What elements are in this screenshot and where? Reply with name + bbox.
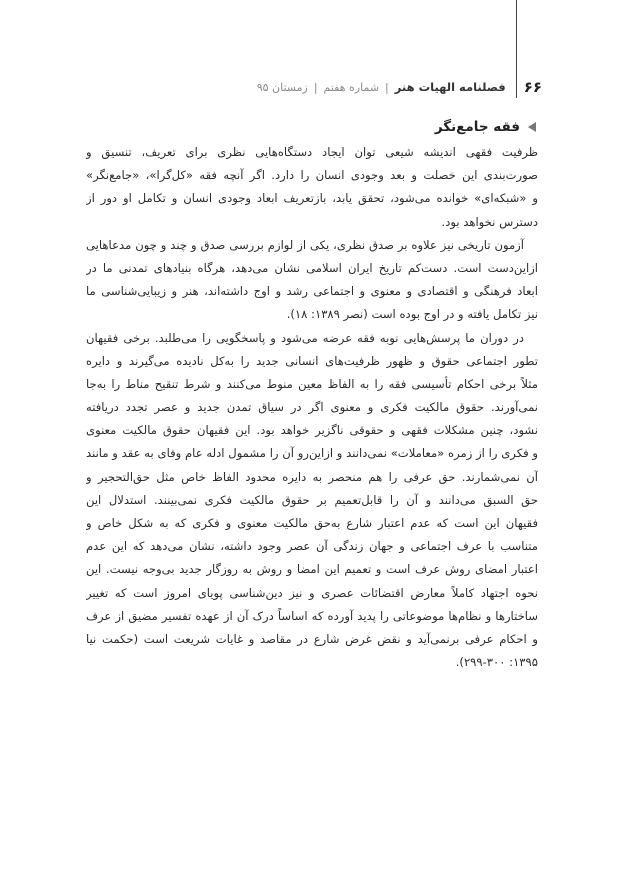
text-line: مثلاً برخی احکام تأسیسی فقه را به الفاظ معین منوط می‌کنند و شرط تنقیح مناط را به‌جا [86,376,538,391]
text-line: ساختارها و نظام‌ها موضوعاتی را پدید آورده که اساساً درک آن از عهده تفسیر مضیق از عرف [86,608,538,623]
text-line: ازاین‌دست است. دست‌کم تاریخ ایران اسلامی نشان می‌دهد، هرگاه بنیادهای تمدنی ما در [86,260,538,275]
text-line: و فکری را از زمره «معاملات» نمی‌دانند و ازاین‌رو آن را مشمول ادله عام وفای به عقد و مانند [86,446,538,461]
text-line: صورت‌بندی این خصلت و بعد وجودی انسان را دارد. اگر آنچه فقه «کل‌گرا»، «جامع‌نگر» [86,168,538,183]
triangle-bullet-icon [528,122,536,132]
text-line: متناسب با عرف اجتماعی و جهان زندگی آن عصر وجود داشته، نشان می‌دهد که این عدم [86,539,538,554]
text-line: دسترس نخواهد بود. [441,214,538,229]
section-heading [435,119,536,135]
text-line: در دوران ما پرسش‌هایی نوبه فقه عرضه می‌شود و پاسخگویی را می‌طلبد. برخی فقیهان [86,330,524,345]
text-line: ۱۳۹۵: ۲۹۹-۳۰۰). [455,655,538,670]
section-title: فقه جامع‌نگر [434,119,520,135]
text-line: آن نمی‌شمارند. حق عرفی را هم منحصر به دایره محدود الفاظ خاص مثل حق‌التحجیر و [86,469,538,484]
text-line: تطور اجتماعی حقوق و ظهور ظرفیت‌های انسانی جدید را به‌کل نادیده می‌گیرند و دایره [86,353,538,368]
text-line: ظرفیت فقهی اندیشه شیعی توان ایجاد دستگاه‌هایی نظری برای تعریف، تنسیق و [86,145,538,159]
text-line: نمی‌آورند. حقوق مالکیت فکری و معنوی اگر در سیاق تمدن جدید و عصر تجدد دریافته [86,400,538,415]
text-line: نحوه اجتهاد کاملاً معارض اقتضائات عصری و نیز دین‌شناسی پویای امروز است که تغییر [86,585,538,600]
page-number: ۶۶ [523,78,542,96]
issue-number: شماره هفتم [323,80,380,94]
text-line: حق السبق می‌دانند و آن را قابل‌تعمیم بر حقوق مالکیت فکری نمی‌بینند. استدلال این [86,492,538,507]
issue-season: زمستان ۹۵ [256,80,308,94]
body-text [86,141,538,674]
header-separator: | [385,80,389,94]
text-line: اعتبار امضای روش عرف است و تعمیم این امضا و روش به روزگار جدید بی‌وجه نیست. این [86,562,538,577]
text-line: ابعاد فرهنگی و اقتصادی و معنوی و اجتماعی رشد و اوج داشته‌اند، هنر و زیبایی‌شناسی ما [86,284,538,299]
text-line: آزمون تاریخی نیز علاوه بر صدق نظری، یکی از لوازم بررسی صدق و چند و چون مدعاهایی [86,237,524,252]
text-line: نیز تکامل یافته و در اوج بوده است (نصر ۱۳۸۹: ۱۸). [286,307,538,322]
text-line: نشود، چنین مشکلات فقهی و حقوقی ناگزیر خواهد بود. این فقیهان حقوق مالکیت معنوی [86,423,538,438]
text-line: و «شبکه‌ای» خوانده می‌شود، تحقق یابد، بازتعریف ابعاد وجودی انسان و تکامل او دور از [86,191,538,206]
journal-title: فصلنامه الهیات هنر [394,80,506,94]
running-header [60,76,542,98]
header-separator: | [313,80,318,94]
text-line: فقیهان این است که عدم اعتبار شارع به‌حق مالکیت معنوی و فکری که به شکل خاص و [86,516,538,530]
text-line: و احکام عرفی برنمی‌آید و نقض غرض شارع در مقاصد و غایات شریعت است (حکمت نیا [86,631,538,646]
